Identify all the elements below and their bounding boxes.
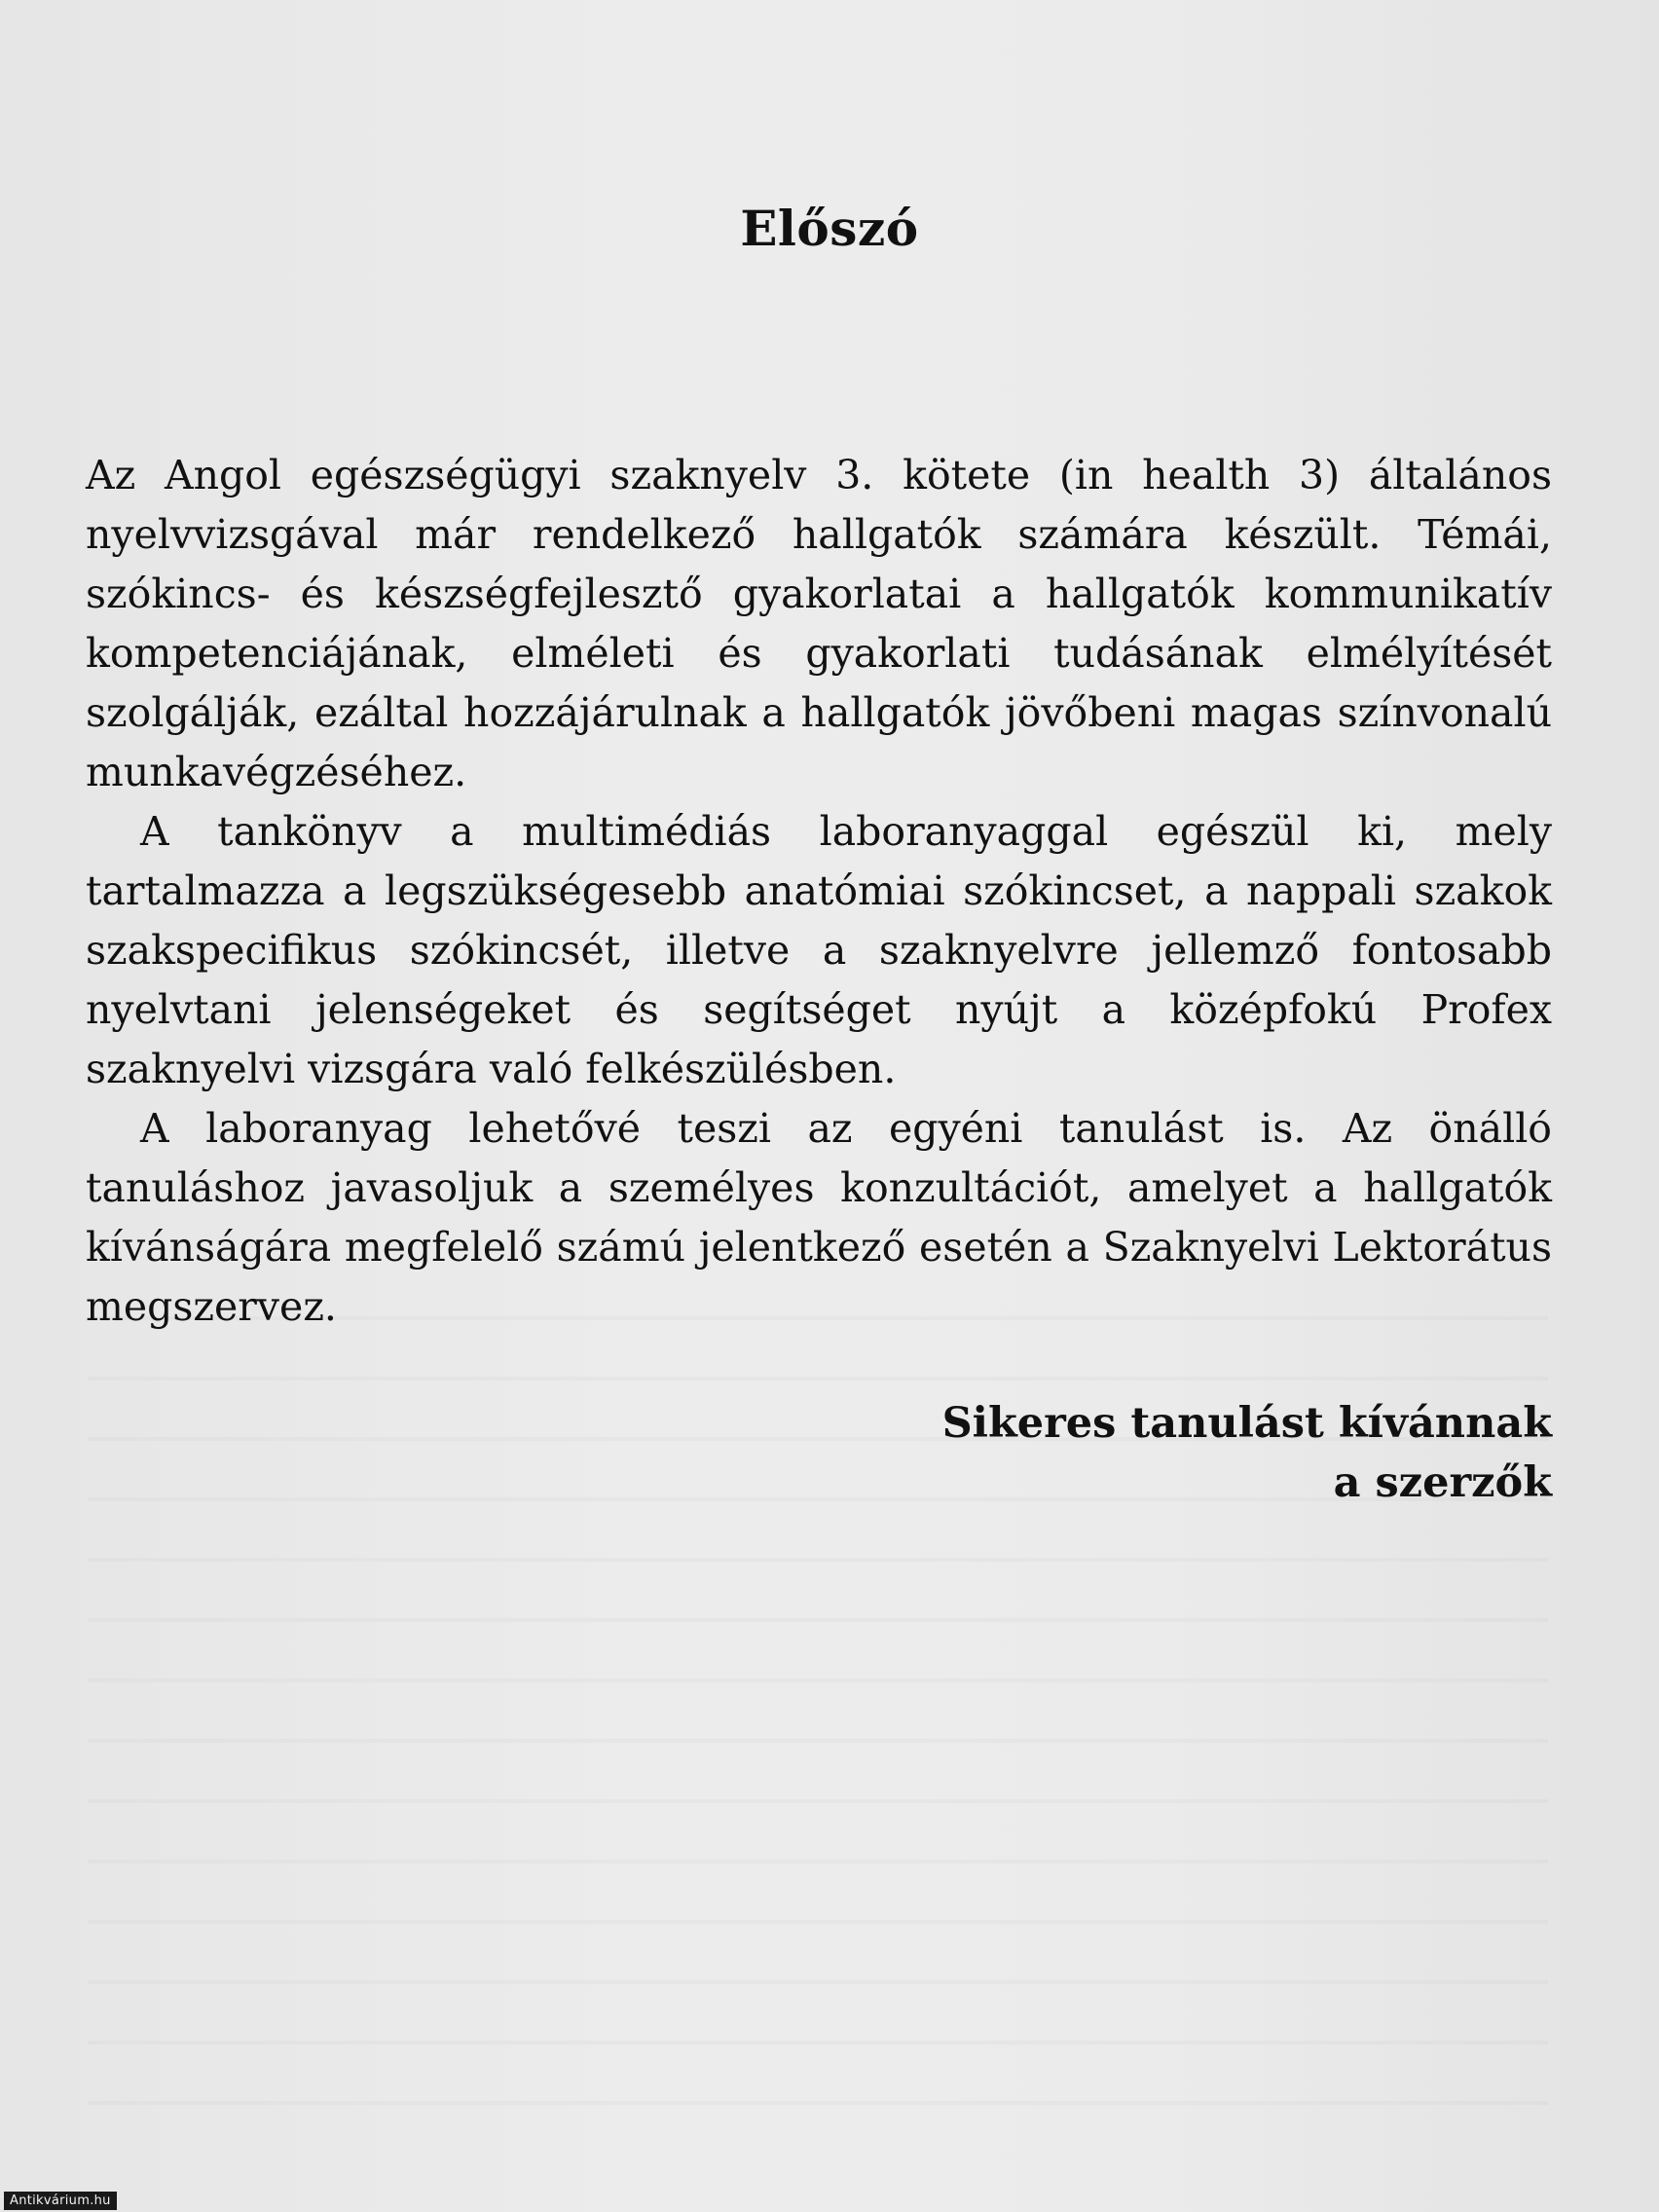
signature-line-1: Sikeres tanulást kívánnak — [941, 1399, 1552, 1448]
paragraph-1: Az Angol egészségügyi szaknyelv 3. kötete (in health 3) általános nyelvvizsgával már rendelkező hallgatók számára készült. Témái, szókincs- és készségfejlesztő gyakorlatai a hallgatók kommunikatív kompetenciájának, elméleti és gyakorlati tudásának elmélyítését szolgálják, ezáltal hozzájárulnak a hallgatók jövőbeni magas színvonalú munkavégzéséhez. — [86, 452, 1552, 795]
paragraph-3: A laboranyag lehetővé teszi az egyéni tanulást is. Az önálló tanuláshoz javasoljuk a személyes konzultációt, amelyet a hallgatók kívánságára megfelelő számú jelentkező esetén a Szaknyelvi Lektorátus megszervez. — [86, 1105, 1552, 1330]
site-watermark: Antikvárium.hu — [4, 2192, 117, 2210]
page-title: Előszó — [740, 200, 919, 257]
signature-block — [942, 1394, 1552, 1513]
paragraph-2: A tankönyv a multimédiás laboranyaggal egészül ki, mely tartalmazza a legszükségesebb anatómiai szókincset, a nappali szakok szakspecifikus szókincsét, illetve a szaknyelvre jellemző fontosabb nyelvtani jelenségeket és segítséget nyújt a középfokú Profex szaknyelvi vizsgára való felkészülésben. — [86, 808, 1552, 1092]
preface-body — [86, 446, 1552, 1337]
signature-line-2: a szerzők — [1333, 1458, 1552, 1507]
